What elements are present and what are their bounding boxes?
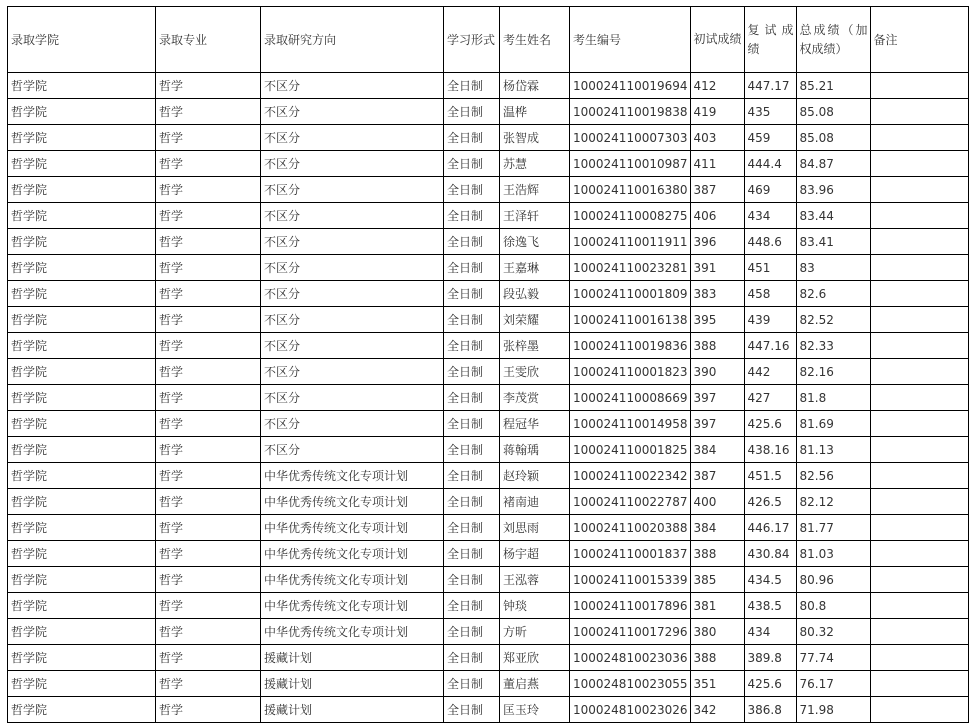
college-cell: 哲学院 <box>8 411 156 437</box>
retest-score-cell: 434 <box>744 203 796 229</box>
candidate-id-cell: 100024110014958 <box>570 411 691 437</box>
total-score-cell: 82.56 <box>796 463 870 489</box>
total-score-cell: 80.32 <box>796 619 870 645</box>
table-row <box>8 697 969 723</box>
college-cell: 哲学院 <box>8 151 156 177</box>
prelim-score-cell: 397 <box>690 411 744 437</box>
college-cell: 哲学院 <box>8 229 156 255</box>
remarks-cell <box>870 463 968 489</box>
retest-score-cell: 439 <box>744 307 796 333</box>
candidate-id-cell: 100024110017896 <box>570 593 691 619</box>
candidate-id-cell: 100024110010987 <box>570 151 691 177</box>
col-header-prelim-score: 初试成绩 <box>690 7 744 73</box>
col-header-total-score: 总成绩（加权成绩） <box>796 7 870 73</box>
total-score-cell: 85.21 <box>796 73 870 99</box>
table-row <box>8 151 969 177</box>
total-score-cell: 76.17 <box>796 671 870 697</box>
total-score-cell: 84.87 <box>796 151 870 177</box>
total-score-cell: 81.8 <box>796 385 870 411</box>
total-score-cell: 81.69 <box>796 411 870 437</box>
total-score-cell: 83.44 <box>796 203 870 229</box>
retest-score-cell: 447.17 <box>744 73 796 99</box>
candidate-id-cell: 100024110020388 <box>570 515 691 541</box>
major-cell: 哲学 <box>156 359 261 385</box>
college-cell: 哲学院 <box>8 541 156 567</box>
candidate-id-cell: 100024110019836 <box>570 333 691 359</box>
name-cell: 杨岱霖 <box>500 73 570 99</box>
table-row <box>8 203 969 229</box>
direction-cell: 不区分 <box>261 437 444 463</box>
college-cell: 哲学院 <box>8 697 156 723</box>
college-cell: 哲学院 <box>8 385 156 411</box>
remarks-cell <box>870 281 968 307</box>
name-cell: 杨宇超 <box>500 541 570 567</box>
total-score-cell: 83 <box>796 255 870 281</box>
col-header-remarks: 备注 <box>870 7 968 73</box>
clipped-caption-strip <box>7 0 157 4</box>
remarks-cell <box>870 73 968 99</box>
name-cell: 李茂赏 <box>500 385 570 411</box>
study-mode-cell: 全日制 <box>444 99 500 125</box>
col-header-candidate-id: 考生编号 <box>570 7 691 73</box>
table-row <box>8 359 969 385</box>
table-row <box>8 593 969 619</box>
candidate-id-cell: 100024110022342 <box>570 463 691 489</box>
college-cell: 哲学院 <box>8 255 156 281</box>
candidate-id-cell: 100024810023036 <box>570 645 691 671</box>
prelim-score-cell: 412 <box>690 73 744 99</box>
retest-score-cell: 447.16 <box>744 333 796 359</box>
total-score-cell: 83.96 <box>796 177 870 203</box>
table-body <box>8 73 969 723</box>
table-row <box>8 333 969 359</box>
direction-cell: 不区分 <box>261 385 444 411</box>
name-cell: 郑亚欣 <box>500 645 570 671</box>
major-cell: 哲学 <box>156 437 261 463</box>
table-row <box>8 437 969 463</box>
study-mode-cell: 全日制 <box>444 437 500 463</box>
study-mode-cell: 全日制 <box>444 593 500 619</box>
retest-score-cell: 451.5 <box>744 463 796 489</box>
remarks-cell <box>870 619 968 645</box>
remarks-cell <box>870 593 968 619</box>
name-cell: 程冠华 <box>500 411 570 437</box>
direction-cell: 不区分 <box>261 333 444 359</box>
table-row <box>8 307 969 333</box>
prelim-score-cell: 380 <box>690 619 744 645</box>
candidate-id-cell: 100024110022787 <box>570 489 691 515</box>
major-cell: 哲学 <box>156 411 261 437</box>
college-cell: 哲学院 <box>8 437 156 463</box>
major-cell: 哲学 <box>156 593 261 619</box>
study-mode-cell: 全日制 <box>444 73 500 99</box>
total-score-cell: 85.08 <box>796 125 870 151</box>
name-cell: 方昕 <box>500 619 570 645</box>
study-mode-cell: 全日制 <box>444 151 500 177</box>
table-row <box>8 73 969 99</box>
name-cell: 王嘉琳 <box>500 255 570 281</box>
remarks-cell <box>870 515 968 541</box>
remarks-cell <box>870 411 968 437</box>
candidate-id-cell: 100024110015339 <box>570 567 691 593</box>
major-cell: 哲学 <box>156 515 261 541</box>
total-score-cell: 71.98 <box>796 697 870 723</box>
college-cell: 哲学院 <box>8 99 156 125</box>
prelim-score-cell: 388 <box>690 333 744 359</box>
total-score-cell: 82.52 <box>796 307 870 333</box>
study-mode-cell: 全日制 <box>444 203 500 229</box>
candidate-id-cell: 100024110007303 <box>570 125 691 151</box>
study-mode-cell: 全日制 <box>444 541 500 567</box>
direction-cell: 不区分 <box>261 255 444 281</box>
retest-score-cell: 446.17 <box>744 515 796 541</box>
remarks-cell <box>870 255 968 281</box>
study-mode-cell: 全日制 <box>444 125 500 151</box>
prelim-score-cell: 403 <box>690 125 744 151</box>
prelim-score-cell: 384 <box>690 437 744 463</box>
prelim-score-cell: 419 <box>690 99 744 125</box>
major-cell: 哲学 <box>156 203 261 229</box>
name-cell: 董启燕 <box>500 671 570 697</box>
study-mode-cell: 全日制 <box>444 567 500 593</box>
table-row <box>8 385 969 411</box>
study-mode-cell: 全日制 <box>444 359 500 385</box>
name-cell: 刘思雨 <box>500 515 570 541</box>
col-header-direction: 录取研究方向 <box>261 7 444 73</box>
total-score-cell: 81.77 <box>796 515 870 541</box>
direction-cell: 不区分 <box>261 203 444 229</box>
col-header-name: 考生姓名 <box>500 7 570 73</box>
major-cell: 哲学 <box>156 125 261 151</box>
prelim-score-cell: 400 <box>690 489 744 515</box>
study-mode-cell: 全日制 <box>444 489 500 515</box>
col-header-major: 录取专业 <box>156 7 261 73</box>
major-cell: 哲学 <box>156 489 261 515</box>
remarks-cell <box>870 541 968 567</box>
study-mode-cell: 全日制 <box>444 515 500 541</box>
retest-score-cell: 438.5 <box>744 593 796 619</box>
direction-cell: 中华优秀传统文化专项计划 <box>261 567 444 593</box>
total-score-cell: 82.12 <box>796 489 870 515</box>
prelim-score-cell: 387 <box>690 177 744 203</box>
retest-score-cell: 458 <box>744 281 796 307</box>
name-cell: 徐逸飞 <box>500 229 570 255</box>
name-cell: 王泓蓉 <box>500 567 570 593</box>
prelim-score-cell: 390 <box>690 359 744 385</box>
college-cell: 哲学院 <box>8 177 156 203</box>
total-score-cell: 82.33 <box>796 333 870 359</box>
remarks-cell <box>870 671 968 697</box>
retest-score-cell: 469 <box>744 177 796 203</box>
total-score-cell: 82.16 <box>796 359 870 385</box>
candidate-id-cell: 100024110001825 <box>570 437 691 463</box>
col-header-college: 录取学院 <box>8 7 156 73</box>
admissions-table <box>7 6 969 723</box>
prelim-score-cell: 384 <box>690 515 744 541</box>
major-cell: 哲学 <box>156 697 261 723</box>
direction-cell: 援藏计划 <box>261 671 444 697</box>
table-row <box>8 177 969 203</box>
candidate-id-cell: 100024110008669 <box>570 385 691 411</box>
retest-score-cell: 444.4 <box>744 151 796 177</box>
direction-cell: 中华优秀传统文化专项计划 <box>261 619 444 645</box>
study-mode-cell: 全日制 <box>444 671 500 697</box>
college-cell: 哲学院 <box>8 567 156 593</box>
total-score-cell: 81.03 <box>796 541 870 567</box>
remarks-cell <box>870 359 968 385</box>
name-cell: 张梓墨 <box>500 333 570 359</box>
table-row <box>8 255 969 281</box>
college-cell: 哲学院 <box>8 125 156 151</box>
retest-score-cell: 430.84 <box>744 541 796 567</box>
name-cell: 钟琰 <box>500 593 570 619</box>
remarks-cell <box>870 645 968 671</box>
retest-score-cell: 459 <box>744 125 796 151</box>
prelim-score-cell: 395 <box>690 307 744 333</box>
direction-cell: 援藏计划 <box>261 697 444 723</box>
candidate-id-cell: 100024110016138 <box>570 307 691 333</box>
direction-cell: 不区分 <box>261 177 444 203</box>
candidate-id-cell: 100024110001823 <box>570 359 691 385</box>
prelim-score-cell: 388 <box>690 541 744 567</box>
college-cell: 哲学院 <box>8 333 156 359</box>
college-cell: 哲学院 <box>8 671 156 697</box>
remarks-cell <box>870 697 968 723</box>
total-score-cell: 82.6 <box>796 281 870 307</box>
college-cell: 哲学院 <box>8 593 156 619</box>
total-score-cell: 77.74 <box>796 645 870 671</box>
remarks-cell <box>870 385 968 411</box>
name-cell: 王泽轩 <box>500 203 570 229</box>
major-cell: 哲学 <box>156 385 261 411</box>
candidate-id-cell: 100024110019838 <box>570 99 691 125</box>
major-cell: 哲学 <box>156 307 261 333</box>
direction-cell: 不区分 <box>261 307 444 333</box>
study-mode-cell: 全日制 <box>444 177 500 203</box>
remarks-cell <box>870 229 968 255</box>
remarks-cell <box>870 437 968 463</box>
retest-score-cell: 434.5 <box>744 567 796 593</box>
direction-cell: 不区分 <box>261 73 444 99</box>
candidate-id-cell: 100024110008275 <box>570 203 691 229</box>
college-cell: 哲学院 <box>8 489 156 515</box>
direction-cell: 中华优秀传统文化专项计划 <box>261 515 444 541</box>
col-header-study-mode: 学习形式 <box>444 7 500 73</box>
candidate-id-cell: 100024110011911 <box>570 229 691 255</box>
prelim-score-cell: 391 <box>690 255 744 281</box>
retest-score-cell: 427 <box>744 385 796 411</box>
candidate-id-cell: 100024810023026 <box>570 697 691 723</box>
college-cell: 哲学院 <box>8 463 156 489</box>
name-cell: 匡玉玲 <box>500 697 570 723</box>
remarks-cell <box>870 177 968 203</box>
table-row <box>8 125 969 151</box>
name-cell: 温桦 <box>500 99 570 125</box>
direction-cell: 不区分 <box>261 151 444 177</box>
candidate-id-cell: 100024110019694 <box>570 73 691 99</box>
total-score-cell: 80.96 <box>796 567 870 593</box>
candidate-id-cell: 100024110016380 <box>570 177 691 203</box>
table-row <box>8 515 969 541</box>
name-cell: 蒋翰瑀 <box>500 437 570 463</box>
study-mode-cell: 全日制 <box>444 229 500 255</box>
prelim-score-cell: 406 <box>690 203 744 229</box>
prelim-score-cell: 397 <box>690 385 744 411</box>
retest-score-cell: 442 <box>744 359 796 385</box>
table-row <box>8 229 969 255</box>
direction-cell: 中华优秀传统文化专项计划 <box>261 489 444 515</box>
major-cell: 哲学 <box>156 541 261 567</box>
prelim-score-cell: 387 <box>690 463 744 489</box>
remarks-cell <box>870 99 968 125</box>
retest-score-cell: 425.6 <box>744 671 796 697</box>
college-cell: 哲学院 <box>8 281 156 307</box>
college-cell: 哲学院 <box>8 73 156 99</box>
study-mode-cell: 全日制 <box>444 411 500 437</box>
retest-score-cell: 448.6 <box>744 229 796 255</box>
major-cell: 哲学 <box>156 671 261 697</box>
retest-score-cell: 434 <box>744 619 796 645</box>
name-cell: 王浩辉 <box>500 177 570 203</box>
name-cell: 褚南迪 <box>500 489 570 515</box>
candidate-id-cell: 100024110017296 <box>570 619 691 645</box>
candidate-id-cell: 100024110001809 <box>570 281 691 307</box>
college-cell: 哲学院 <box>8 359 156 385</box>
table-row <box>8 99 969 125</box>
table-row <box>8 463 969 489</box>
candidate-id-cell: 100024810023055 <box>570 671 691 697</box>
direction-cell: 不区分 <box>261 125 444 151</box>
study-mode-cell: 全日制 <box>444 645 500 671</box>
table-row <box>8 541 969 567</box>
name-cell: 赵玲颖 <box>500 463 570 489</box>
retest-score-cell: 451 <box>744 255 796 281</box>
total-score-cell: 80.8 <box>796 593 870 619</box>
remarks-cell <box>870 307 968 333</box>
prelim-score-cell: 388 <box>690 645 744 671</box>
remarks-cell <box>870 203 968 229</box>
candidate-id-cell: 100024110001837 <box>570 541 691 567</box>
table-row <box>8 567 969 593</box>
direction-cell: 中华优秀传统文化专项计划 <box>261 593 444 619</box>
table-header-row <box>8 7 969 73</box>
college-cell: 哲学院 <box>8 307 156 333</box>
table-row <box>8 411 969 437</box>
table-row <box>8 671 969 697</box>
direction-cell: 不区分 <box>261 359 444 385</box>
remarks-cell <box>870 489 968 515</box>
study-mode-cell: 全日制 <box>444 463 500 489</box>
study-mode-cell: 全日制 <box>444 697 500 723</box>
retest-score-cell: 435 <box>744 99 796 125</box>
major-cell: 哲学 <box>156 281 261 307</box>
study-mode-cell: 全日制 <box>444 333 500 359</box>
direction-cell: 援藏计划 <box>261 645 444 671</box>
prelim-score-cell: 383 <box>690 281 744 307</box>
direction-cell: 不区分 <box>261 229 444 255</box>
name-cell: 刘荣耀 <box>500 307 570 333</box>
remarks-cell <box>870 333 968 359</box>
major-cell: 哲学 <box>156 177 261 203</box>
study-mode-cell: 全日制 <box>444 255 500 281</box>
name-cell: 段弘毅 <box>500 281 570 307</box>
name-cell: 张智成 <box>500 125 570 151</box>
total-score-cell: 81.13 <box>796 437 870 463</box>
major-cell: 哲学 <box>156 99 261 125</box>
remarks-cell <box>870 567 968 593</box>
direction-cell: 不区分 <box>261 411 444 437</box>
study-mode-cell: 全日制 <box>444 385 500 411</box>
prelim-score-cell: 381 <box>690 593 744 619</box>
major-cell: 哲学 <box>156 255 261 281</box>
college-cell: 哲学院 <box>8 645 156 671</box>
direction-cell: 不区分 <box>261 99 444 125</box>
prelim-score-cell: 411 <box>690 151 744 177</box>
col-header-retest-score: 复试成绩 <box>744 7 796 73</box>
retest-score-cell: 425.6 <box>744 411 796 437</box>
table-row <box>8 281 969 307</box>
candidate-id-cell: 100024110023281 <box>570 255 691 281</box>
major-cell: 哲学 <box>156 229 261 255</box>
major-cell: 哲学 <box>156 619 261 645</box>
prelim-score-cell: 342 <box>690 697 744 723</box>
major-cell: 哲学 <box>156 567 261 593</box>
study-mode-cell: 全日制 <box>444 281 500 307</box>
major-cell: 哲学 <box>156 73 261 99</box>
table-row <box>8 645 969 671</box>
major-cell: 哲学 <box>156 333 261 359</box>
direction-cell: 中华优秀传统文化专项计划 <box>261 541 444 567</box>
total-score-cell: 85.08 <box>796 99 870 125</box>
name-cell: 苏慧 <box>500 151 570 177</box>
retest-score-cell: 426.5 <box>744 489 796 515</box>
major-cell: 哲学 <box>156 151 261 177</box>
study-mode-cell: 全日制 <box>444 307 500 333</box>
college-cell: 哲学院 <box>8 515 156 541</box>
name-cell: 王雯欣 <box>500 359 570 385</box>
direction-cell: 不区分 <box>261 281 444 307</box>
study-mode-cell: 全日制 <box>444 619 500 645</box>
retest-score-cell: 438.16 <box>744 437 796 463</box>
college-cell: 哲学院 <box>8 203 156 229</box>
table-row <box>8 489 969 515</box>
retest-score-cell: 389.8 <box>744 645 796 671</box>
remarks-cell <box>870 151 968 177</box>
direction-cell: 中华优秀传统文化专项计划 <box>261 463 444 489</box>
major-cell: 哲学 <box>156 645 261 671</box>
retest-score-cell: 386.8 <box>744 697 796 723</box>
prelim-score-cell: 385 <box>690 567 744 593</box>
table-row <box>8 619 969 645</box>
major-cell: 哲学 <box>156 463 261 489</box>
prelim-score-cell: 396 <box>690 229 744 255</box>
remarks-cell <box>870 125 968 151</box>
college-cell: 哲学院 <box>8 619 156 645</box>
total-score-cell: 83.41 <box>796 229 870 255</box>
prelim-score-cell: 351 <box>690 671 744 697</box>
